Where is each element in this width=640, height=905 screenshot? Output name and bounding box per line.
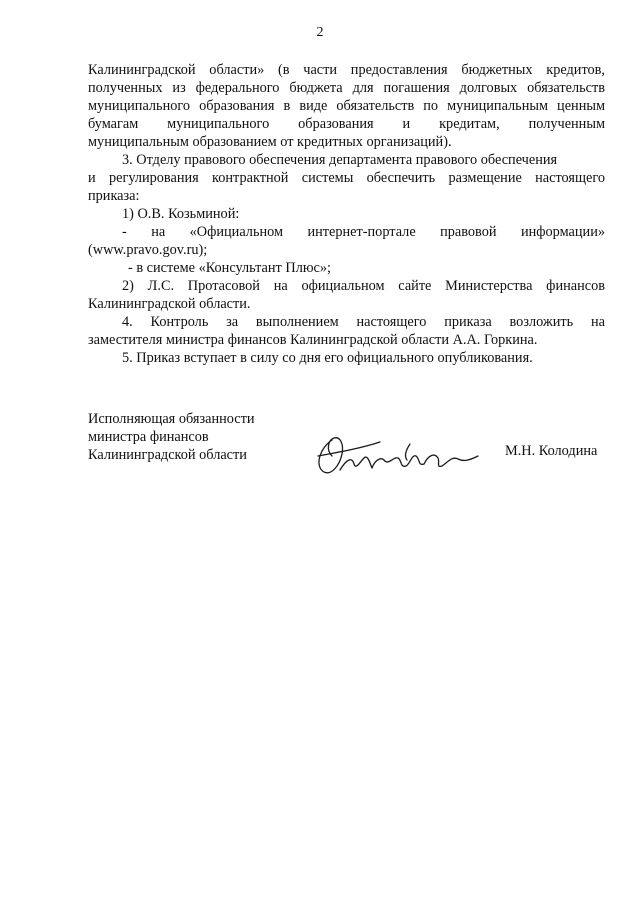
item-2-line: 2) Л.С. Протасовой на официальном сайте Министерства финансов [122,278,605,294]
body-line: бумагам муниципального образования и кредитам, полученным [88,116,605,132]
item-1-line: 1) О.В. Козьминой: [122,206,240,222]
page-number: 2 [316,25,324,40]
body-line: муниципального образования в виде обязательств по муниципальным ценным [88,98,605,114]
signatory-title-line: Исполняющая обязанности [88,411,255,427]
handwritten-signature [310,426,485,482]
bullet-line: - на «Официальном интернет-портале правовой информации» [122,224,605,240]
body-line: муниципальным образованием от кредитных организаций). [88,134,452,150]
body-line: заместителя министра финансов Калининградской области А.А. Горкина. [88,332,538,348]
body-line: (www.pravo.gov.ru); [88,242,208,258]
paragraph-4-line: 4. Контроль за выполнением настоящего приказа возложить на [122,314,605,330]
body-line: Калининградской области» (в части предоставления бюджетных кредитов, [88,62,605,78]
bullet-line: - в системе «Консультант Плюс»; [128,260,331,276]
body-line: приказа: [88,188,140,204]
signatory-name: М.Н. Колодина [505,443,598,459]
signatory-title-line: министра финансов [88,429,209,445]
signatory-title-line: Калининградской области [88,447,247,463]
body-line: Калининградской области. [88,296,251,312]
paragraph-5-line: 5. Приказ вступает в силу со дня его официального опубликования. [122,350,533,366]
body-line: полученных из федерального бюджета для погашения долговых обязательств [88,80,605,96]
paragraph-3-line: 3. Отделу правового обеспечения департамента правового обеспечения [122,152,558,168]
body-line: и регулирования контрактной системы обеспечить размещение настоящего [88,170,605,186]
